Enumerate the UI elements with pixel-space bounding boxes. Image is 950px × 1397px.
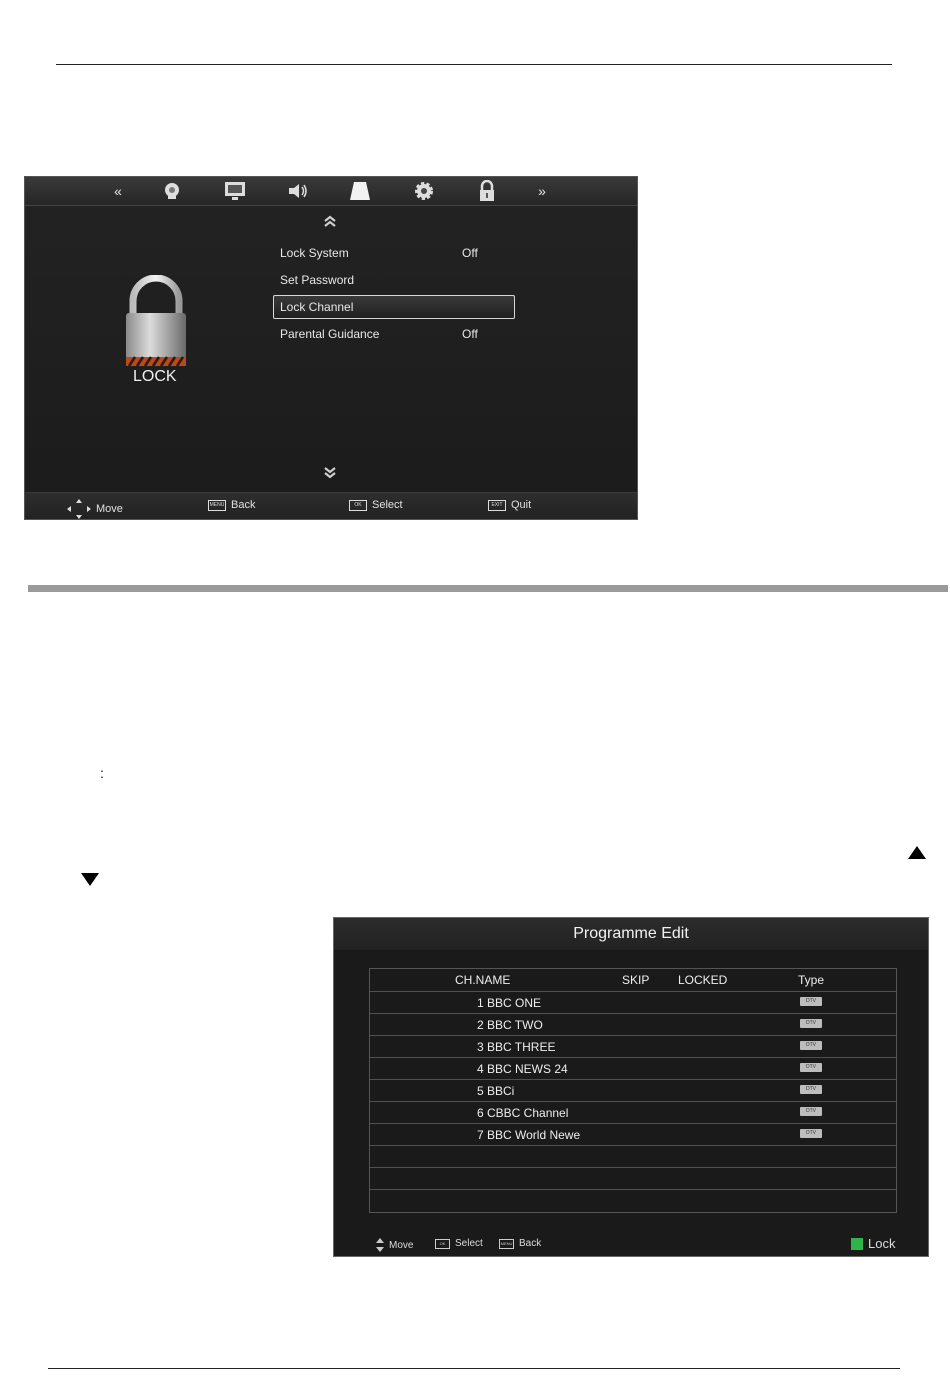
hint-back (499, 1238, 541, 1249)
programme-edit-screen (333, 917, 929, 1257)
channel-name: 3 BBC THREE (477, 1040, 556, 1054)
empty-row (370, 1146, 896, 1168)
menu-item-label: Lock Channel (280, 300, 354, 314)
padlock-illustration-icon (123, 275, 189, 367)
col-ch-name: CH.NAME (455, 973, 511, 987)
menu-item-lock-system[interactable] (279, 242, 515, 264)
hint-quit-label: Quit (511, 499, 532, 511)
lock-tab-icon[interactable] (476, 180, 498, 202)
channel-name: 4 BBC NEWS 24 (477, 1062, 568, 1076)
settings-gear-icon[interactable] (413, 180, 435, 202)
channel-name: 2 BBC TWO (477, 1018, 543, 1032)
menu-item-label: Lock System (280, 246, 349, 260)
hint-move-label: Move (96, 503, 123, 515)
lock-caption: LOCK (133, 368, 177, 385)
dtv-type-icon: DTV (800, 1019, 822, 1028)
satellite-dish-icon[interactable] (161, 180, 183, 202)
menu-icon-bar (25, 177, 637, 206)
ok-key-icon: OK (349, 500, 367, 511)
hint-lock[interactable] (851, 1236, 895, 1251)
menu-item-value: Off (462, 327, 478, 341)
top-rule (56, 64, 892, 65)
key-hint-bar (334, 1232, 928, 1256)
channel-name: 7 BBC World Newe (477, 1128, 581, 1142)
hint-move (67, 499, 123, 519)
time-clock-icon[interactable] (349, 180, 371, 202)
scroll-up-chevron-icon[interactable] (323, 215, 337, 227)
ok-key-icon: OK (435, 1239, 450, 1249)
double-right-arrow-icon[interactable]: » (538, 183, 546, 199)
down-arrow-icon (81, 873, 99, 886)
menu-item-label: Parental Guidance (280, 327, 380, 341)
hint-move-label: Move (389, 1239, 414, 1251)
hint-back-label: Back (231, 499, 256, 511)
exit-key-icon: EXIT (488, 500, 506, 511)
channel-name: 5 BBCi (477, 1084, 515, 1098)
menu-item-set-password[interactable] (279, 269, 515, 291)
col-skip: SKIP (622, 973, 650, 987)
dtv-type-icon: DTV (800, 997, 822, 1006)
picture-monitor-icon[interactable] (224, 180, 246, 202)
table-row[interactable] (370, 1014, 896, 1036)
hint-select-label: Select (372, 499, 403, 511)
hint-quit (488, 499, 531, 511)
green-key-icon (851, 1238, 863, 1250)
channel-name: 1 BBC ONE (477, 996, 542, 1010)
hint-move (376, 1238, 413, 1252)
table-row[interactable] (370, 1036, 896, 1058)
hint-select (435, 1238, 483, 1249)
dtv-type-icon: DTV (800, 1085, 822, 1094)
lock-menu-screen (24, 176, 638, 520)
empty-row (370, 1168, 896, 1190)
table-row[interactable] (370, 1058, 896, 1080)
section-divider (28, 585, 948, 592)
hint-select (349, 499, 403, 511)
dtv-type-icon: DTV (800, 1107, 822, 1116)
empty-row (370, 1190, 896, 1212)
bottom-rule (48, 1368, 900, 1369)
stray-colon: : (100, 765, 104, 781)
table-row[interactable] (370, 1080, 896, 1102)
scroll-down-chevron-icon[interactable] (323, 467, 337, 479)
up-arrow-icon (908, 846, 926, 859)
dtv-type-icon: DTV (800, 1063, 822, 1072)
dtv-type-icon: DTV (800, 1129, 822, 1138)
hint-back-label: Back (519, 1238, 542, 1249)
dtv-type-icon: DTV (800, 1041, 822, 1050)
menu-item-parental-guidance[interactable] (279, 323, 515, 345)
table-row[interactable] (370, 992, 896, 1014)
menu-key-icon: MENU (499, 1239, 514, 1249)
hint-lock-label: Lock (868, 1236, 896, 1251)
programme-edit-header (334, 918, 928, 950)
speaker-volume-icon[interactable] (287, 180, 309, 202)
table-row[interactable] (370, 1102, 896, 1124)
table-header (370, 969, 896, 992)
table-row[interactable] (370, 1124, 896, 1146)
page-title: Programme Edit (573, 925, 689, 942)
menu-item-lock-channel[interactable] (273, 295, 515, 319)
menu-item-label: Set Password (280, 273, 355, 287)
up-down-arrows-icon (376, 1238, 384, 1252)
key-hint-bar (25, 492, 637, 519)
hint-back (208, 499, 255, 511)
col-locked: LOCKED (678, 973, 728, 987)
hint-select-label: Select (455, 1238, 483, 1249)
col-type: Type (798, 973, 825, 987)
channel-name: 6 CBBC Channel (477, 1106, 569, 1120)
channel-table (369, 968, 897, 1213)
double-left-arrow-icon[interactable]: « (114, 183, 122, 199)
menu-key-icon: MENU (208, 500, 226, 511)
four-way-arrows-icon (67, 499, 91, 519)
menu-item-value: Off (462, 246, 478, 260)
